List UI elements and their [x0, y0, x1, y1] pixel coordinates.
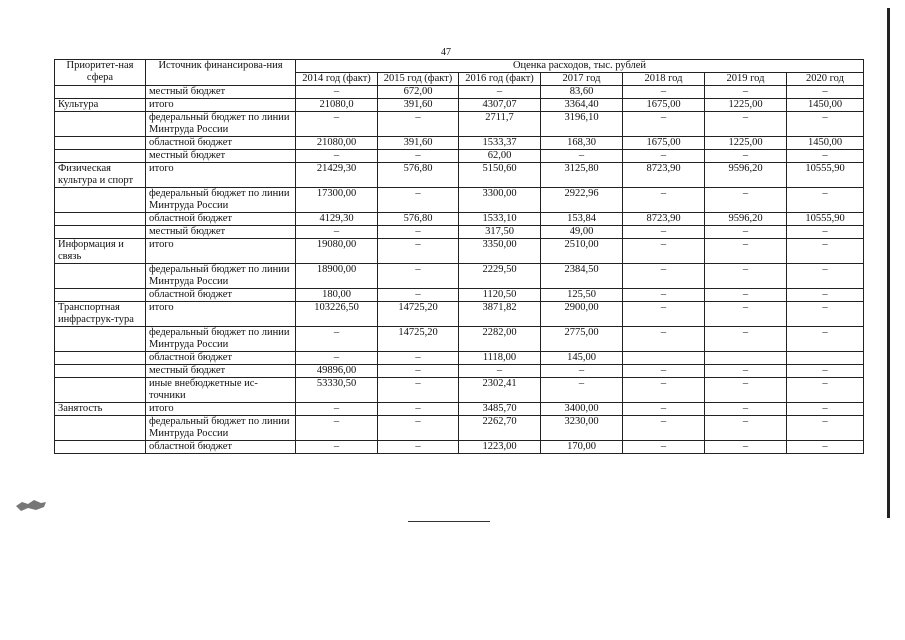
value-cell: –	[378, 289, 459, 302]
value-cell: 2262,70	[459, 416, 541, 441]
value-cell: –	[378, 264, 459, 289]
value-cell: 145,00	[541, 352, 623, 365]
sphere-cell	[55, 327, 146, 352]
header-year: 2020 год	[787, 73, 864, 86]
table-row	[55, 163, 864, 188]
value-cell: 1533,10	[459, 213, 541, 226]
value-cell: –	[787, 441, 864, 454]
value-cell: –	[705, 441, 787, 454]
sphere-cell	[55, 213, 146, 226]
table-row	[55, 441, 864, 454]
value-cell: 576,80	[378, 213, 459, 226]
sphere-cell	[55, 441, 146, 454]
value-cell: –	[705, 86, 787, 99]
sphere-cell	[55, 352, 146, 365]
value-cell: 9596,20	[705, 163, 787, 188]
value-cell: –	[378, 352, 459, 365]
value-cell: 3125,80	[541, 163, 623, 188]
value-cell: –	[623, 264, 705, 289]
value-cell: 49,00	[541, 226, 623, 239]
page-number: 47	[441, 47, 451, 58]
sphere-cell	[55, 226, 146, 239]
header-year: 2018 год	[623, 73, 705, 86]
source-cell: местный бюджет	[146, 86, 296, 99]
table-row	[55, 112, 864, 137]
source-cell: иные внебюджетные ис-точники	[146, 378, 296, 403]
value-cell: –	[705, 289, 787, 302]
value-cell: 9596,20	[705, 213, 787, 226]
value-cell: –	[623, 327, 705, 352]
value-cell: 168,30	[541, 137, 623, 150]
value-cell: 1675,00	[623, 99, 705, 112]
value-cell: –	[378, 226, 459, 239]
value-cell: –	[296, 416, 378, 441]
value-cell: 2775,00	[541, 327, 623, 352]
value-cell: –	[705, 188, 787, 213]
value-cell: –	[623, 289, 705, 302]
value-cell: –	[296, 150, 378, 163]
table-row	[55, 226, 864, 239]
value-cell: 1675,00	[623, 137, 705, 150]
value-cell: 3364,40	[541, 99, 623, 112]
value-cell: –	[705, 150, 787, 163]
table-row	[55, 150, 864, 163]
value-cell: 53330,50	[296, 378, 378, 403]
value-cell: –	[787, 112, 864, 137]
value-cell: –	[787, 150, 864, 163]
value-cell: –	[705, 378, 787, 403]
source-cell: федеральный бюджет по линии Минтруда России	[146, 112, 296, 137]
header-sphere: Приоритет-ная сфера	[55, 60, 146, 86]
sphere-cell	[55, 416, 146, 441]
value-cell: –	[623, 302, 705, 327]
value-cell: 1450,00	[787, 137, 864, 150]
value-cell: 672,00	[378, 86, 459, 99]
value-cell: 3485,70	[459, 403, 541, 416]
sphere-cell: Занятость	[55, 403, 146, 416]
value-cell: –	[787, 86, 864, 99]
value-cell: 2711,7	[459, 112, 541, 137]
value-cell: 2510,00	[541, 239, 623, 264]
value-cell: 3350,00	[459, 239, 541, 264]
value-cell: 8723,90	[623, 163, 705, 188]
value-cell: –	[623, 403, 705, 416]
value-cell: 2922,96	[541, 188, 623, 213]
sphere-cell	[55, 137, 146, 150]
value-cell: 21429,30	[296, 163, 378, 188]
sphere-cell: Культура	[55, 99, 146, 112]
value-cell: 1533,37	[459, 137, 541, 150]
value-cell: –	[787, 239, 864, 264]
sphere-cell	[55, 365, 146, 378]
source-cell: итого	[146, 239, 296, 264]
value-cell: 3230,00	[541, 416, 623, 441]
value-cell: 170,00	[541, 441, 623, 454]
scan-artifact	[16, 498, 46, 512]
source-cell: местный бюджет	[146, 226, 296, 239]
value-cell: –	[296, 226, 378, 239]
table-row	[55, 213, 864, 226]
value-cell: –	[623, 365, 705, 378]
value-cell: 10555,90	[787, 213, 864, 226]
value-cell: 1223,00	[459, 441, 541, 454]
value-cell: –	[623, 226, 705, 239]
value-cell: 21080,0	[296, 99, 378, 112]
table-row	[55, 99, 864, 112]
value-cell: –	[378, 416, 459, 441]
source-cell: итого	[146, 99, 296, 112]
value-cell: 3196,10	[541, 112, 623, 137]
source-cell: итого	[146, 403, 296, 416]
value-cell: 576,80	[378, 163, 459, 188]
value-cell: –	[705, 226, 787, 239]
value-cell: –	[787, 302, 864, 327]
value-cell: 2900,00	[541, 302, 623, 327]
header-estimate: Оценка расходов, тыс. рублей	[296, 60, 864, 73]
value-cell: –	[705, 239, 787, 264]
sphere-cell: Транспортная инфраструк-тура	[55, 302, 146, 327]
sphere-cell	[55, 289, 146, 302]
value-cell: 153,84	[541, 213, 623, 226]
value-cell: 2229,50	[459, 264, 541, 289]
value-cell: 391,60	[378, 99, 459, 112]
value-cell: –	[705, 327, 787, 352]
source-cell: областной бюджет	[146, 441, 296, 454]
table-row	[55, 239, 864, 264]
table-row	[55, 289, 864, 302]
value-cell: –	[623, 86, 705, 99]
value-cell: –	[378, 403, 459, 416]
value-cell: –	[705, 112, 787, 137]
value-cell: –	[296, 441, 378, 454]
value-cell: –	[705, 365, 787, 378]
value-cell: –	[705, 302, 787, 327]
table-row	[55, 416, 864, 441]
value-cell: 2282,00	[459, 327, 541, 352]
table-row	[55, 378, 864, 403]
source-cell: федеральный бюджет по линии Минтруда России	[146, 188, 296, 213]
value-cell: 4129,30	[296, 213, 378, 226]
value-cell: –	[378, 441, 459, 454]
value-cell: –	[787, 289, 864, 302]
header-year: 2017 год	[541, 73, 623, 86]
value-cell: 3400,00	[541, 403, 623, 416]
value-cell: –	[459, 86, 541, 99]
value-cell: 2302,41	[459, 378, 541, 403]
value-cell: –	[378, 365, 459, 378]
value-cell: –	[787, 403, 864, 416]
value-cell: –	[623, 416, 705, 441]
sphere-cell	[55, 378, 146, 403]
table-row	[55, 86, 864, 99]
sphere-cell	[55, 264, 146, 289]
source-cell: федеральный бюджет по линии Минтруда России	[146, 327, 296, 352]
value-cell: 180,00	[296, 289, 378, 302]
footer-rule	[408, 521, 490, 522]
sphere-cell	[55, 86, 146, 99]
table-row	[55, 188, 864, 213]
table-row	[55, 264, 864, 289]
table-row	[55, 365, 864, 378]
value-cell: –	[541, 378, 623, 403]
value-cell: 1120,50	[459, 289, 541, 302]
value-cell: –	[705, 264, 787, 289]
value-cell: 8723,90	[623, 213, 705, 226]
value-cell: 1118,00	[459, 352, 541, 365]
value-cell: 125,50	[541, 289, 623, 302]
header-year: 2016 год (факт)	[459, 73, 541, 86]
value-cell: –	[296, 352, 378, 365]
value-cell: 14725,20	[378, 327, 459, 352]
value-cell: –	[787, 416, 864, 441]
value-cell: –	[378, 150, 459, 163]
value-cell: 14725,20	[378, 302, 459, 327]
value-cell: –	[623, 239, 705, 264]
value-cell: 317,50	[459, 226, 541, 239]
value-cell: –	[296, 403, 378, 416]
table-row	[55, 403, 864, 416]
value-cell: 2384,50	[541, 264, 623, 289]
header-source: Источник финансирова-ния	[146, 60, 296, 86]
table-body	[55, 86, 864, 454]
value-cell: –	[378, 239, 459, 264]
value-cell: 19080,00	[296, 239, 378, 264]
value-cell: 21080,00	[296, 137, 378, 150]
value-cell: –	[378, 378, 459, 403]
value-cell: 49896,00	[296, 365, 378, 378]
source-cell: местный бюджет	[146, 150, 296, 163]
sphere-cell: Информация и связь	[55, 239, 146, 264]
value-cell: 18900,00	[296, 264, 378, 289]
value-cell: 5150,60	[459, 163, 541, 188]
value-cell: 1225,00	[705, 137, 787, 150]
value-cell: –	[296, 112, 378, 137]
value-cell: 391,60	[378, 137, 459, 150]
value-cell: 10555,90	[787, 163, 864, 188]
value-cell: 4307,07	[459, 99, 541, 112]
value-cell: –	[459, 365, 541, 378]
value-cell: –	[623, 188, 705, 213]
value-cell: –	[623, 378, 705, 403]
scan-edge-line	[887, 8, 890, 518]
value-cell: –	[787, 327, 864, 352]
sphere-cell	[55, 188, 146, 213]
source-cell: федеральный бюджет по линии Минтруда России	[146, 416, 296, 441]
table-row	[55, 302, 864, 327]
value-cell: –	[705, 403, 787, 416]
value-cell	[787, 352, 864, 365]
table-row	[55, 327, 864, 352]
value-cell: –	[623, 112, 705, 137]
value-cell: 17300,00	[296, 188, 378, 213]
sphere-cell: Физическая культура и спорт	[55, 163, 146, 188]
value-cell: –	[787, 226, 864, 239]
header-year: 2019 год	[705, 73, 787, 86]
value-cell: –	[378, 112, 459, 137]
source-cell: областной бюджет	[146, 352, 296, 365]
source-cell: областной бюджет	[146, 213, 296, 226]
value-cell: –	[378, 188, 459, 213]
table-row	[55, 137, 864, 150]
source-cell: итого	[146, 163, 296, 188]
source-cell: местный бюджет	[146, 365, 296, 378]
value-cell: –	[623, 441, 705, 454]
value-cell: –	[541, 365, 623, 378]
header-year: 2014 год (факт)	[296, 73, 378, 86]
value-cell: 3300,00	[459, 188, 541, 213]
header-year: 2015 год (факт)	[378, 73, 459, 86]
value-cell: 62,00	[459, 150, 541, 163]
value-cell: –	[787, 188, 864, 213]
sphere-cell	[55, 112, 146, 137]
source-cell: областной бюджет	[146, 137, 296, 150]
value-cell: –	[787, 264, 864, 289]
value-cell: –	[787, 378, 864, 403]
value-cell: –	[541, 150, 623, 163]
value-cell: –	[296, 86, 378, 99]
value-cell	[623, 352, 705, 365]
source-cell: федеральный бюджет по линии Минтруда России	[146, 264, 296, 289]
value-cell: –	[705, 416, 787, 441]
value-cell: 83,60	[541, 86, 623, 99]
table-row	[55, 352, 864, 365]
source-cell: областной бюджет	[146, 289, 296, 302]
value-cell	[705, 352, 787, 365]
sphere-cell	[55, 150, 146, 163]
value-cell: 1225,00	[705, 99, 787, 112]
value-cell: –	[787, 365, 864, 378]
value-cell: 1450,00	[787, 99, 864, 112]
value-cell: –	[296, 327, 378, 352]
value-cell: 103226,50	[296, 302, 378, 327]
value-cell: –	[623, 150, 705, 163]
value-cell: 3871,82	[459, 302, 541, 327]
source-cell: итого	[146, 302, 296, 327]
budget-table	[54, 59, 864, 454]
